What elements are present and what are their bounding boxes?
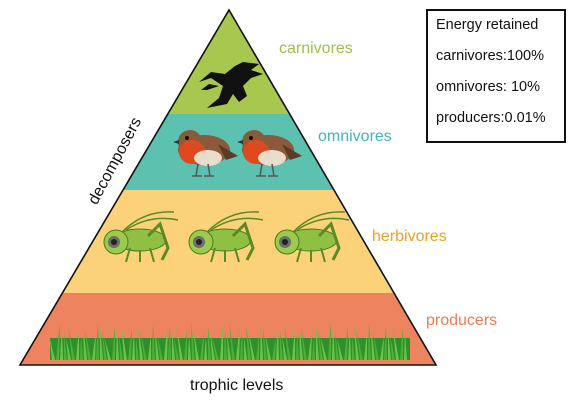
level-label-omnivores: omnivores <box>318 128 392 145</box>
legend-row-value: 0.01% <box>504 110 546 126</box>
legend-row-name: omnivores <box>436 79 503 95</box>
level-label-carnivores: carnivores <box>279 40 353 57</box>
energy-legend <box>426 9 566 143</box>
legend-title: Energy retained <box>436 17 539 33</box>
axis-label: trophic levels <box>190 377 284 394</box>
legend-row-value: 100% <box>506 48 545 64</box>
decomposers-label: decomposers <box>85 114 146 208</box>
level-label-producers: producers <box>426 312 498 329</box>
legend-row-producers: producers:0.01% <box>436 110 546 126</box>
legend-row-value: 10% <box>510 79 540 95</box>
legend-row-carnivores: carnivores:100% <box>436 48 545 64</box>
legend-row-name: carnivores <box>436 48 503 64</box>
legend-row-omnivores: omnivores: 10% <box>436 79 540 95</box>
level-label-herbivores: herbivores <box>372 228 447 245</box>
legend-row-name: producers <box>436 110 501 126</box>
